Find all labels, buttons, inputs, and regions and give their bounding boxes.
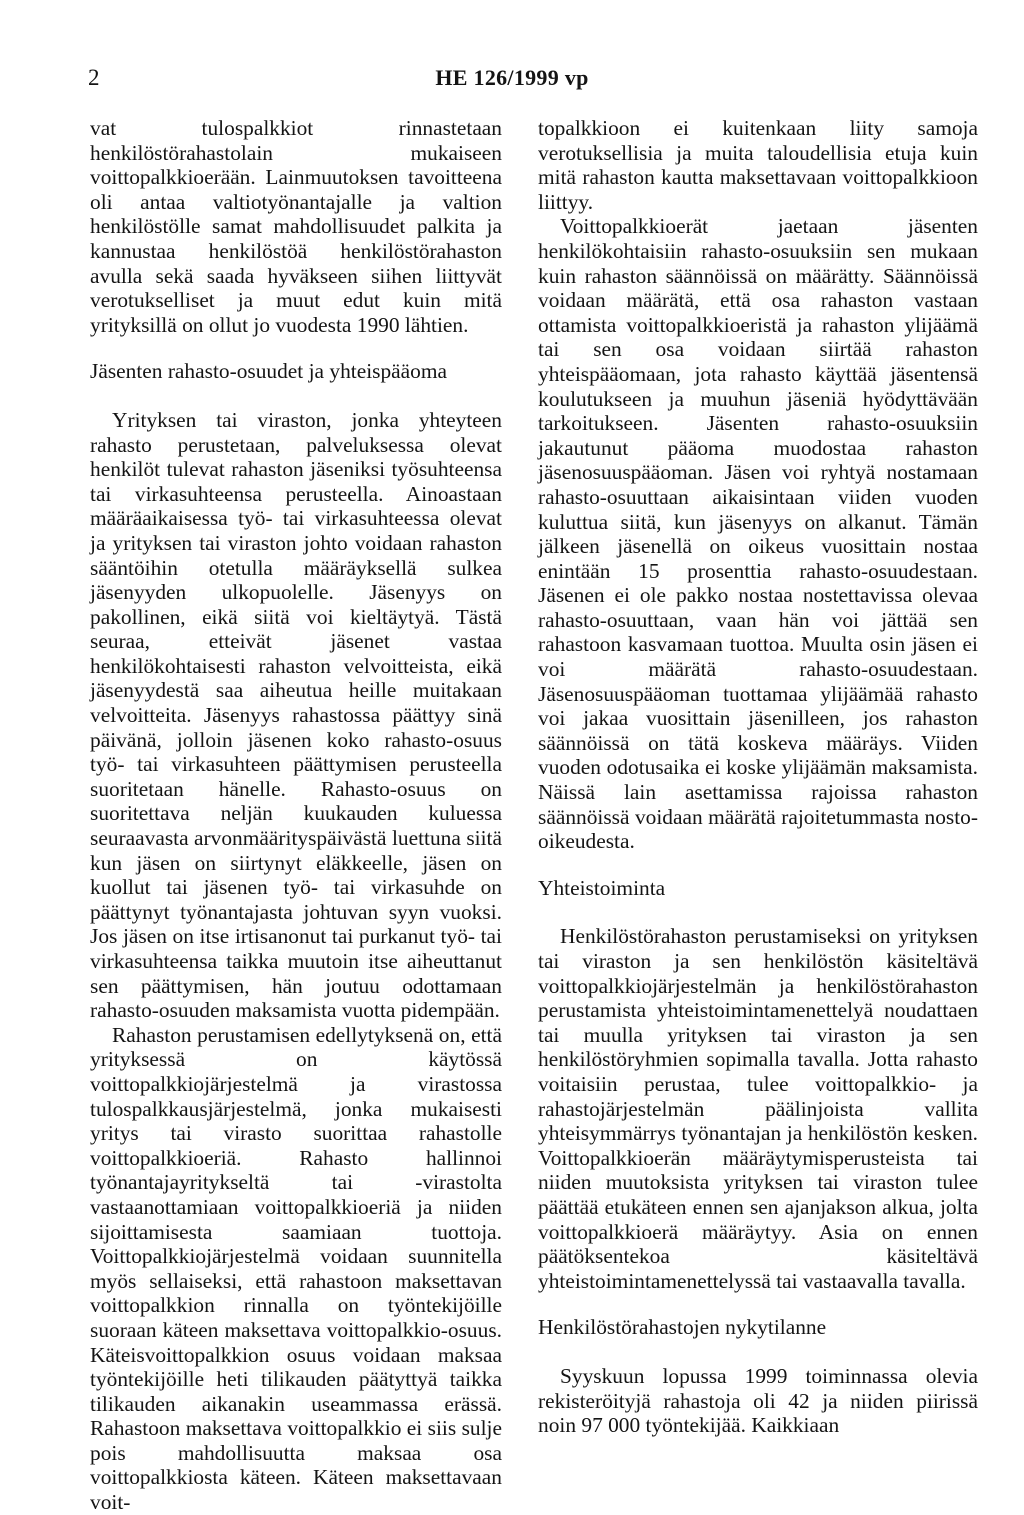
document-id: HE 126/1999 vp — [435, 65, 589, 90]
paragraph: Rahaston perustamisen edellytyksenä on, että yrityksessä on käytössä voittopalkkiojärjestelmä ja virastossa tulospalkkausjärjestelmä, jonka mukaisesti yritys tai virasto suorittaa rahastolle voittopalkkioeriä. Rahasto hallinnoi työnantajayritykseltä tai -virastolta vastaanottamiaan voittopalkkioeriä ja niiden sijoittamisesta saamiaan tuottoja. Voittopalkkiojärjestelmä voidaan suunnitella myös sellaiseksi, että rahastoon maksettavan voittopalkkion rinnalla on työntekijöille suoraan käteen maksettava voittopalkkio-osuus. Käteisvoittopalkkion osuus voidaan maksaa työntekijöille heti tilikauden päätyttyä taikka tilikauden aikanakin useammassa erässä. Rahastoon maksettava voittopalkkio ei siis sulje pois mahdollisuutta maksaa osa voittopalkkiosta käteen. Käteen maksettavaan voit- — [90, 1022, 502, 1515]
paragraph: topalkkioon ei kuitenkaan liity samoja verotuksellisia ja muita taloudellisia etuja kuin mitä rahaston kautta maksettavaan voittopalkkioon liittyy. — [538, 116, 978, 214]
paragraph: Henkilöstörahaston perustamiseksi on yrityksen tai viraston ja sen henkilöstön käsiteltävä voittopalkkiojärjestelmän ja henkilöstörahaston perustamista yhteistoimintamenettelyä noudattaen tai muulla yrityksen tai viraston ja sen henkilöstöryhmien sopimalla tavalla. Jotta rahasto voitaisiin perustaa, tulee voittopalkkio- ja rahastojärjestelmän päälinjoista vallita yhteisymmärrys työnantajan ja henkilöstön kesken. Voittopalkkioerän määräytymisperusteista tai niiden muutoksista yrityksen tai viraston tulee päättää etukäteen ennen sen ajanjakson alkua, jolta voittopalkkioerä määräytyy. Asia on ennen päätöksentekoa käsiteltävä yhteistoimintamenettelyssä tai vastaavalla tavalla. — [538, 924, 978, 1293]
paragraph: Yrityksen tai viraston, jonka yhteyteen rahasto perustetaan, palveluksessa olevat henkilöt tulevat rahaston jäseniksi työsuhteensa tai virkasuhteensa perusteella. Ainoastaan määräaikaisessa työ- tai virkasuhteessa olevat ja yrityksen tai viraston johto voidaan rahaston sääntöihin otetulla määräyksellä sulkea jäsenyyden ulkopuolelle. Jäsenyys on pakollinen, eikä siitä voi kieltäytyä. Tästä seuraa, etteivät jäsenet vastaa henkilökohtaisesti rahaston velvoitteista, eikä jäsenyydestä saa aiheutua heille muitakaan velvoitteita. Jäsenyys rahastossa päättyy sinä päivänä, jolloin jäsenen koko rahasto-osuus työ- tai virkasuhteen päättymisen perusteella suoritetaan hänelle. Rahasto-osuus on suoritettava neljän kuukauden kuluessa seuraavasta arvonmäärityspäivästä luettuna siitä kun jäsen on siirtynyt eläkkeelle, jäsen on kuollut tai jäsenen työ- tai virkasuhde on päättynyt työnantajasta johtuvan syyn vuoksi. Jos jäsen on itse irtisanonut tai purkanut työ- tai virkasuhteensa taikka muutoin itse aiheuttanut sen päättymisen, hän joutuu odottamaan rahasto-osuuden maksamista vuotta pidempään. — [90, 407, 502, 1023]
right-column — [538, 116, 978, 1438]
left-column — [90, 116, 502, 1515]
paragraph: Voittopalkkioerät jaetaan jäsenten henkilökohtaisiin rahasto-osuuksiin sen mukaan kuin rahaston säännöissä on määrätty. Säännöissä voidaan määrätä, että osa rahaston vastaan ottamista voittopalkkioeristä ja rahaston ylijäämä tai sen osa voidaan siirtää rahaston yhteispääomaan, jota rahasto käyttää jäsentensä koulutukseen ja muuhun jäseniä hyödyttävään tarkoitukseen. Jäsenten rahasto-osuuksiin jakautunut pääoma muodostaa rahaston jäsenosuuspääoman. Jäsen voi ryhtyä nostamaan rahasto-osuuttaan aikaisintaan viiden vuoden kuluttua siitä, kun jäsenyys on alkanut. Tämän jälkeen jäsenellä on oikeus vuosittain nostaa enintään 15 prosenttia rahasto-osuudestaan. Jäsenen ei ole pakko nostaa nostettavissa olevaa rahasto-osuuttaan, vaan hän voi jättää sen rahastoon kasvamaan tuottoa. Muulta osin jäsen ei voi määrätä rahasto-osuudestaan. Jäsenosuuspääoman tuottamaa ylijäämää rahasto voi jakaa vuosittain jäsenilleen, jos rahaston säännöissä on tätä koskeva määräys. Viiden vuoden odotusaika ei koske ylijäämän maksamista. Näissä lain asettamissa rajoissa rahaston säännöissä voidaan määrätä rajoitetummasta nosto-oikeudesta. — [538, 214, 978, 854]
paragraph: Syyskuun lopussa 1999 toiminnassa olevia rekisteröityjä rahastoja oli 42 ja niiden piirissä noin 97 000 työntekijää. Kaikkiaan — [538, 1363, 978, 1438]
section-heading: Yhteistoiminta — [538, 875, 666, 900]
section-heading: Jäsenten rahasto-osuudet ja yhteispääoma — [90, 359, 447, 384]
section-heading: Henkilöstörahastojen nykytilanne — [538, 1315, 827, 1340]
paragraph: vat tulospalkkiot rinnastetaan henkilöstörahastolain mukaiseen voittopalkkioerään. Lainmuutoksen tavoitteena oli antaa valtiotyönantajalle ja valtion henkilöstölle samat mahdollisuudet palkita ja kannustaa henkilöstöä henkilöstörahaston avulla sekä saada hyväkseen siihen liittyvät verotukselliset ja muut edut kuin mitä yrityksillä on ollut jo vuodesta 1990 lähtien. — [90, 116, 502, 337]
page-number: 2 — [88, 65, 100, 90]
